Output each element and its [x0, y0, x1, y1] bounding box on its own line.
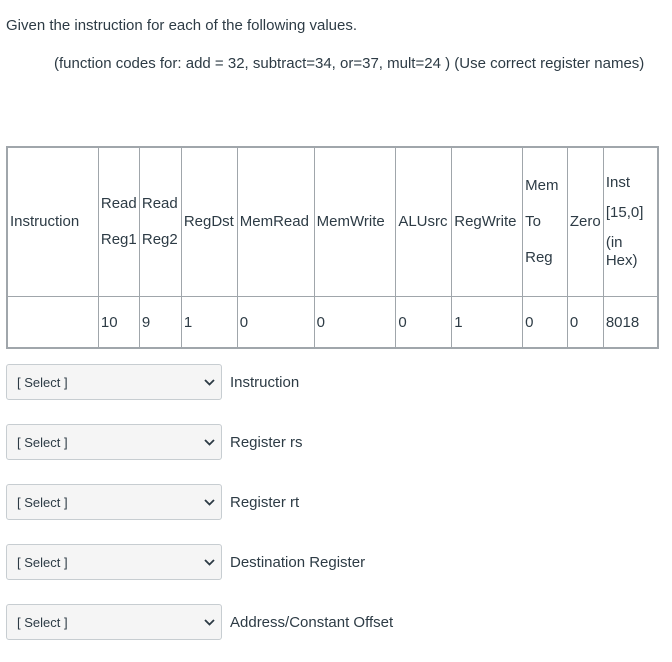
select-value: [ Select ] [17, 554, 68, 570]
cell-alusrc: 0 [396, 297, 452, 349]
header-instruction: Instruction [7, 147, 98, 297]
header-memtoreg: Mem To Reg [523, 147, 568, 297]
header-regdst: RegDst [181, 147, 237, 297]
dropdown-row-register-rs [6, 424, 303, 460]
header-read-reg2: Read Reg2 [139, 147, 181, 297]
select-value: [ Select ] [17, 614, 68, 630]
question-intro: Given the instruction for each of the following values. [6, 17, 358, 34]
address-offset-select[interactable] [6, 604, 222, 640]
chevron-down-icon [203, 616, 215, 628]
table-header-row [7, 147, 658, 297]
function-codes-note: (function codes for: add = 32, subtract=34, or=37, mult=24 ) (Use correct register names) [54, 55, 645, 72]
dropdown-row-instruction [6, 364, 299, 400]
dropdown-label: Instruction [230, 373, 300, 391]
dropdown-row-destination-register [6, 544, 365, 580]
header-read-reg1: Read Reg1 [98, 147, 139, 297]
chevron-down-icon [203, 496, 215, 508]
header-memwrite: MemWrite [314, 147, 396, 297]
chevron-down-icon [203, 556, 215, 568]
cell-instruction [7, 297, 98, 349]
cell-regdst: 1 [181, 297, 237, 349]
cell-memwrite: 0 [314, 297, 396, 349]
dropdown-row-address-offset [6, 604, 393, 640]
cell-memread: 0 [237, 297, 314, 349]
dropdown-row-register-rt [6, 484, 299, 520]
select-value: [ Select ] [17, 434, 68, 450]
header-inst-hex: Inst [15,0] (in Hex) [603, 147, 658, 297]
dropdown-label: Register rs [230, 433, 303, 451]
instruction-select[interactable] [6, 364, 222, 400]
header-alusrc: ALUsrc [396, 147, 452, 297]
chevron-down-icon [203, 376, 215, 388]
header-memread: MemRead [237, 147, 314, 297]
header-regwrite: RegWrite [452, 147, 523, 297]
header-zero: Zero [567, 147, 603, 297]
select-value: [ Select ] [17, 374, 68, 390]
select-value: [ Select ] [17, 494, 68, 510]
control-signals-table [6, 146, 659, 349]
destination-register-select[interactable] [6, 544, 222, 580]
cell-read-reg2: 9 [139, 297, 181, 349]
cell-read-reg1: 10 [98, 297, 139, 349]
cell-inst-hex: 8018 [603, 297, 658, 349]
table-row [7, 297, 658, 349]
dropdown-label: Address/Constant Offset [230, 613, 394, 631]
register-rt-select[interactable] [6, 484, 222, 520]
dropdown-label: Destination Register [230, 553, 366, 571]
cell-zero: 0 [567, 297, 603, 349]
cell-memtoreg: 0 [523, 297, 568, 349]
dropdown-label: Register rt [230, 493, 300, 511]
register-rs-select[interactable] [6, 424, 222, 460]
chevron-down-icon [203, 436, 215, 448]
cell-regwrite: 1 [452, 297, 523, 349]
